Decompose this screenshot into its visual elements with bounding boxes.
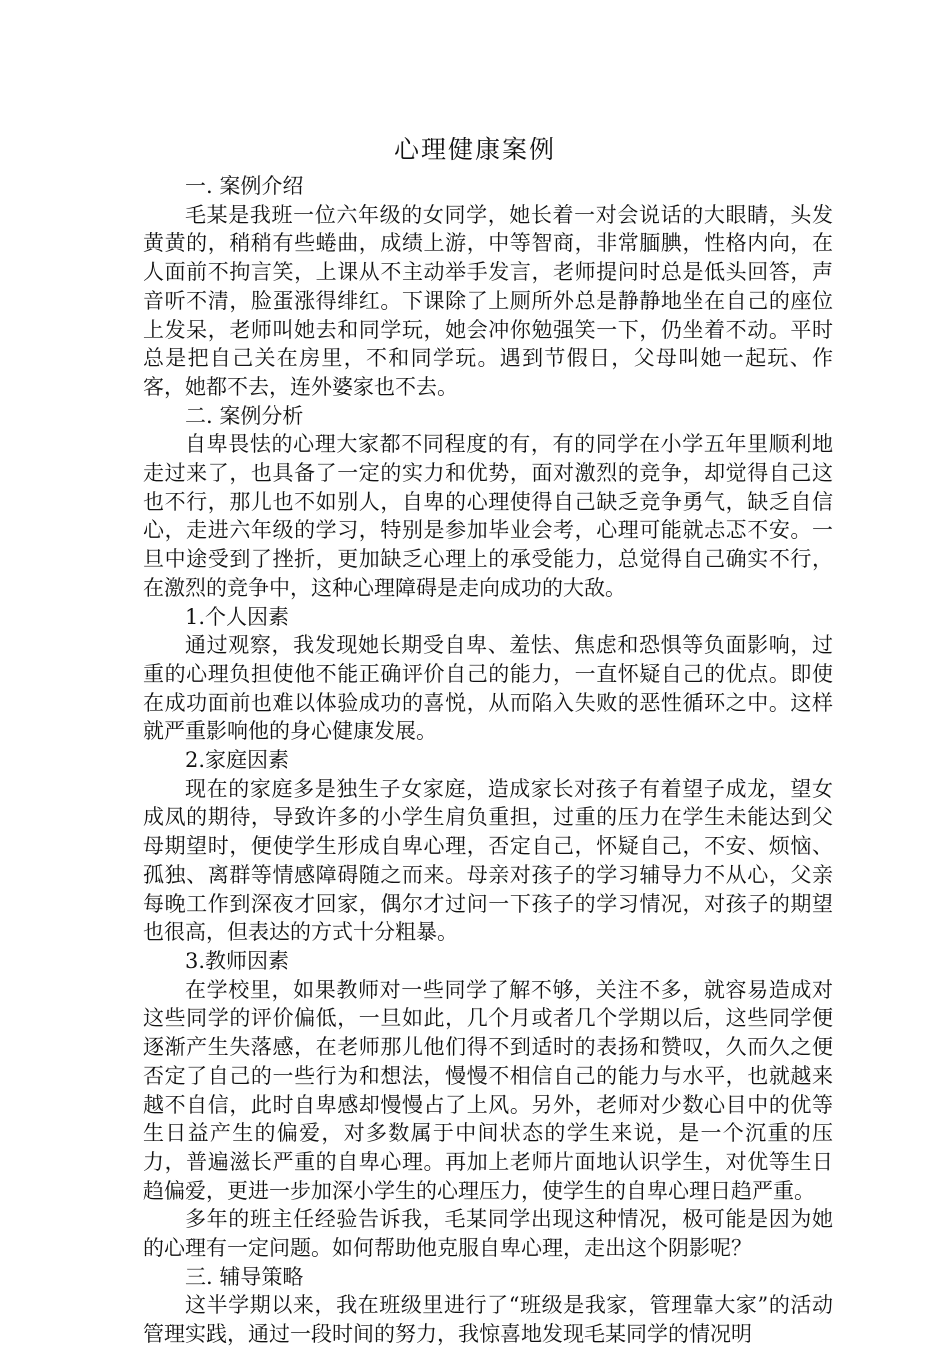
paragraph-family-factors: 现在的家庭多是独生子女家庭，造成家长对孩子有着望子成龙，望女成凤的期待，导致许多的小学生肩负重担，过重的压力在学生未能达到父母期望时，便使学生形成自卑心理，否定自己，怀疑自己，不安、烦恼、孤独、离群等情感障碍随之而来。母亲对孩子的学习辅导力不从心，父亲每晚工作到深夜才回家，偶尔才过问一下孩子的学习情况，对孩子的期望也很高，但表达的方式十分粗暴。 bbox=[143, 776, 833, 945]
section-heading-case-analysis: 二. 案例分析 bbox=[185, 403, 304, 428]
page-title: 心理健康案例 bbox=[393, 135, 556, 164]
section-heading-counseling-strategy: 三. 辅导策略 bbox=[185, 1264, 304, 1289]
subheading-personal-factors: 1.个人因素 bbox=[185, 604, 290, 629]
subheading-teacher-factors: 3.教师因素 bbox=[185, 948, 290, 973]
paragraph-teacher-factors: 在学校里，如果教师对一些同学了解不够，关注不多，就容易造成对这些同学的评价偏低，一旦如此，几个月或者几个学期以后，这些同学便逐渐产生失落感，在老师那儿他们得不到适时的表扬和赞叹，久而久之便否定了自己的一些行为和想法，慢慢不相信自己的能力与水平，也就越来越不自信，此时自卑感却慢慢占了上风。另外，老师对少数心目中的优等生日益产生的偏爱，对多数属于中间状态的学生来说，是一个沉重的压力，普遍滋长严重的自卑心理。再加上老师片面地认识学生，对优等生日趋偏爱，更进一步加深小学生的心理压力，使学生的自卑心理日趋严重。 bbox=[143, 977, 833, 1203]
paragraph-counseling-strategy: 这半学期以来，我在班级里进行了“班级是我家，管理靠大家”的活动管理实践，通过一段时间的努力，我惊喜地发现毛某同学的情况明 bbox=[143, 1293, 833, 1347]
paragraph-teacher-experience: 多年的班主任经验告诉我，毛某同学出现这种情况，极可能是因为她的心理有一定问题。如何帮助他克服自卑心理，走出这个阴影呢？ bbox=[143, 1207, 833, 1261]
paragraph-case-analysis: 自卑畏怯的心理大家都不同程度的有，有的同学在小学五年里顺利地走过来了，也具备了一定的实力和优势，面对激烈的竞争，却觉得自己这也不行，那儿也不如别人，自卑的心理使得自己缺乏竞争勇气，缺乏自信心，走进六年级的学习，特别是参加毕业会考，心理可能就忐忑不安。一旦中途受到了挫折，更加缺乏心理上的承受能力，总觉得自己确实不行，在激烈的竞争中，这种心理障碍是走向成功的大敌。 bbox=[143, 432, 833, 600]
document-body bbox=[143, 172, 833, 1349]
paragraph-personal-factors: 通过观察，我发现她长期受自卑、羞怯、焦虑和恐惧等负面影响，过重的心理负担使他不能正确评价自己的能力，一直怀疑自己的优点。即使在成功面前也难以体验成功的喜悦，从而陷入失败的恶性循环之中。这样就严重影响他的身心健康发展。 bbox=[143, 633, 833, 744]
section-heading-case-intro: 一. 案例介绍 bbox=[185, 174, 304, 198]
paragraph-case-intro: 毛某是我班一位六年级的女同学，她长着一对会说话的大眼睛，头发黄黄的，稍稍有些蜷曲，成绩上游，中等智商，非常腼腆，性格内向，在人面前不拘言笑，上课从不主动举手发言，老师提问时总是低头回答，声音听不清，脸蛋涨得绯红。下课除了上厕所外总是静静地坐在自己的座位上发呆，老师叫她去和同学玩，她会冲你勉强笑一下，仍坐着不动。平时总是把自己关在房里，不和同学玩。遇到节假日，父母叫她一起玩、作客，她都不去，连外婆家也不去。 bbox=[143, 202, 833, 399]
subheading-family-factors: 2.家庭因素 bbox=[185, 748, 290, 773]
